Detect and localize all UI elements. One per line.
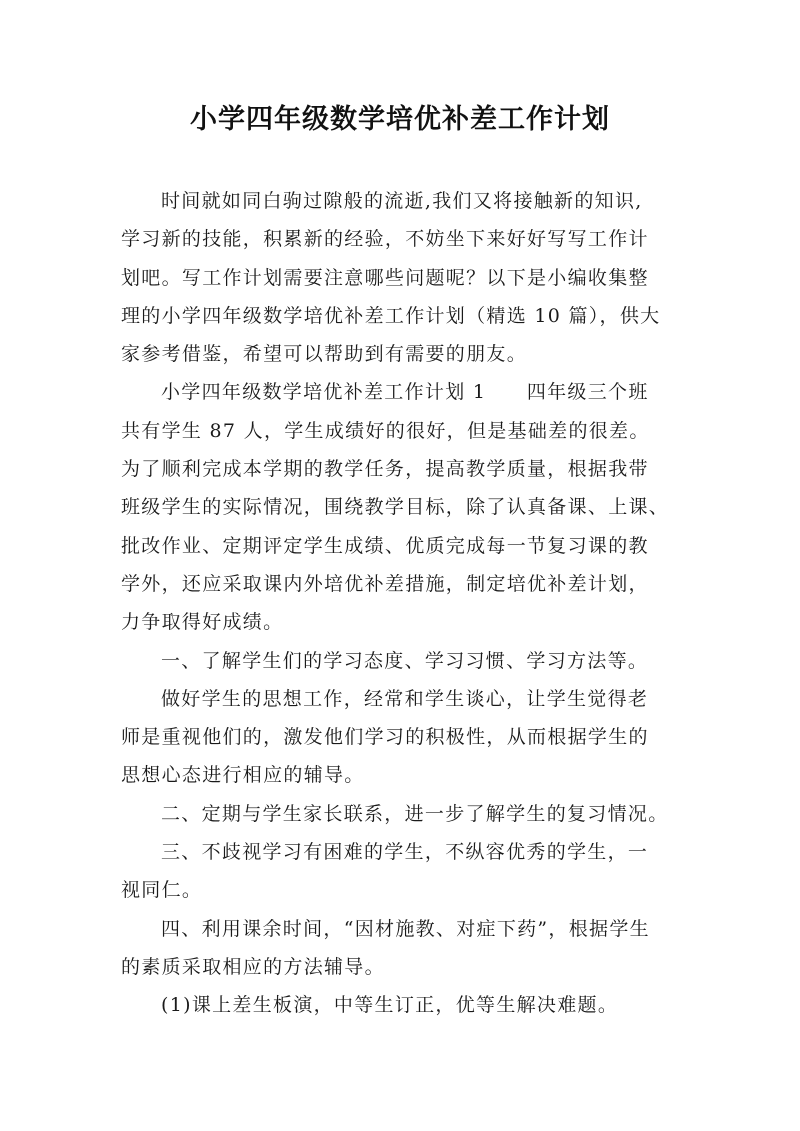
text-line: 一、了解学生们的学习态度、学习习惯、学习方法等。	[161, 649, 649, 672]
text-line: 视同仁。	[121, 879, 203, 902]
text-line: 二、定期与学生家长联系，进一步了解学生的复习情况。	[161, 802, 669, 825]
text-line: 家参考借鉴，希望可以帮助到有需要的朋友。	[121, 343, 528, 366]
text-line: 为了顺利完成本学期的教学任务，提高教学质量，根据我带	[121, 458, 649, 481]
text-line: 的素质采取相应的方法辅导。	[121, 955, 385, 978]
text-line: 批改作业、定期评定学生成绩、优质完成每一节复习课的教	[121, 534, 649, 557]
text-line: 学习新的技能，积累新的经验，不妨坐下来好好写写工作计	[121, 228, 649, 251]
text-line: 力争取得好成绩。	[121, 611, 284, 634]
text-line: 学外，还应采取课内外培优补差措施，制定培优补差计划，	[121, 572, 649, 595]
text-line: 理的小学四年级数学培优补差工作计划（精选 10 篇），供大	[121, 304, 661, 327]
text-line: 小学四年级数学培优补差工作计划 1 四年级三个班	[161, 381, 649, 404]
text-line: 师是重视他们的，激发他们学习的积极性，从而根据学生的	[121, 726, 649, 749]
text-line: 三、不歧视学习有困难的学生，不纵容优秀的学生，一	[161, 841, 649, 864]
text-line: 划吧。写工作计划需要注意哪些问题呢？以下是小编收集整	[121, 266, 649, 289]
text-line: 做好学生的思想工作，经常和学生谈心，让学生觉得老	[161, 687, 649, 710]
text-line: (1)课上差生板演，中等生订正，优等生解决难题。	[161, 994, 619, 1017]
text-line: 班级学生的实际情况，围绕教学目标，除了认真备课、上课、	[121, 496, 670, 519]
document-body	[121, 182, 681, 1025]
text-line: 时间就如同白驹过隙般的流逝,我们又将接触新的知识,	[161, 190, 643, 212]
document-title: 小学四年级数学培优补差工作计划	[190, 104, 610, 135]
text-line: 四、利用课余时间，“因材施教、对症下药”，根据学生	[161, 917, 650, 940]
text-line: 思想心态进行相应的辅导。	[121, 764, 365, 787]
text-line: 共有学生 87 人，学生成绩好的很好，但是基础差的很差。	[121, 419, 650, 442]
